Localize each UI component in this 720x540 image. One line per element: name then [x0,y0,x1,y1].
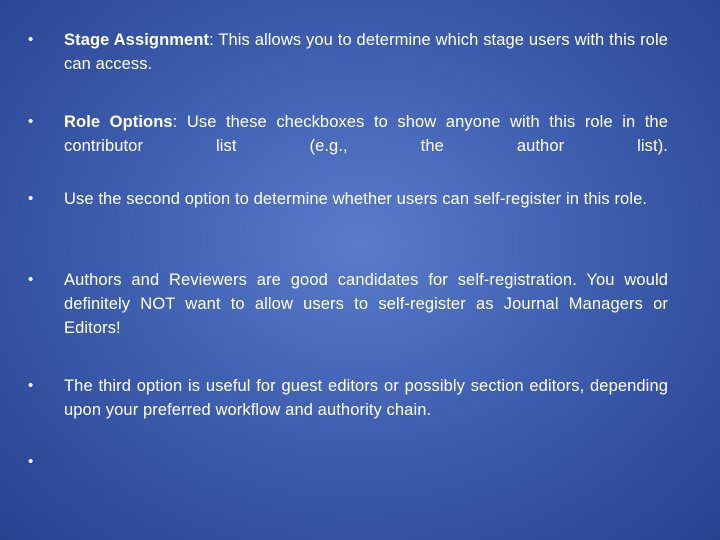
bullet-body: The third option is useful for guest editors or possibly section editors, depending upon your preferred workflow and authority chain. [64,377,668,419]
bullet-body: Authors and Reviewers are good candidates for self-registration. You would definitely NOT want to allow users to self-register as Journal Managers or Editors! [64,271,668,337]
bullet-marker: • [28,113,34,130]
bullet-item-authors-reviewers [28,268,668,340]
bullet-text [64,28,668,76]
bullet-marker: • [28,453,34,470]
bullet-body: Use the second option to determine whether users can self-register in this role. [64,190,648,208]
bullet-text [64,110,668,158]
bullet-text [64,268,668,340]
bullet-term: Role Options [64,113,173,131]
bullet-text [64,374,668,422]
bullet-text [64,187,668,211]
bullet-item-role-options [28,110,668,158]
bullet-body: : This allows you to determine which stage users with this role can access. [64,31,668,73]
bullet-marker: • [28,377,34,394]
bullet-marker: • [28,271,34,288]
bullet-marker: • [28,31,34,48]
bullet-term: Stage Assignment [64,31,210,49]
bullet-item-third-option [28,374,668,422]
bullet-item-self-register [28,187,668,211]
bullet-item-stage-assignment [28,28,668,76]
bullet-marker: • [28,190,34,207]
bullet-body: : Use these checkboxes to show anyone with this role in the contributor list (e.g., the author list). [64,113,668,155]
